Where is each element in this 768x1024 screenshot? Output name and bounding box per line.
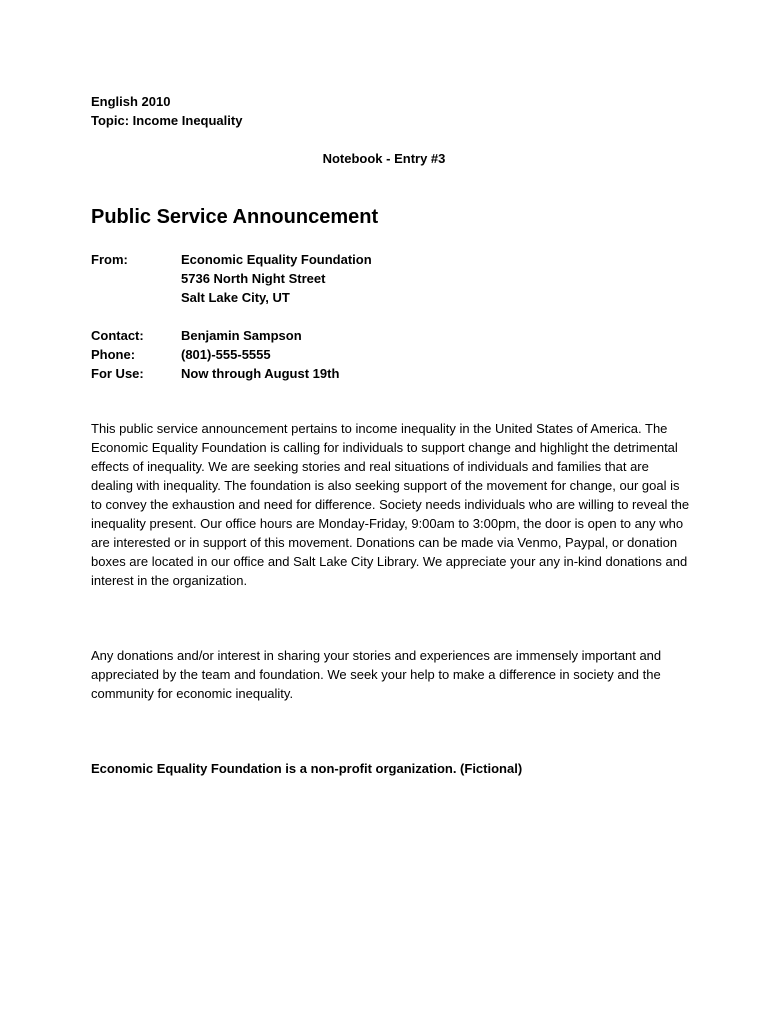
page-title: Public Service Announcement bbox=[91, 206, 379, 228]
contact-row bbox=[91, 326, 372, 345]
topic-line: Topic: Income Inequality bbox=[91, 113, 243, 128]
body-paragraph-2: Any donations and/or interest in sharing your stories and experiences are immensely important and appreciated by the team and foundation. We seek your help to make a difference in society and the community for economic inequality. bbox=[91, 648, 662, 701]
from-organization: Economic Equality Foundation bbox=[181, 252, 372, 267]
body-paragraph-1: This public service announcement pertains to income inequality in the United States of America. The Economic Equality Foundation is calling for individuals to support change and highlight the detrimental effects of inequality. We are seeking stories and real situations of individuals and families that are dealing with inequality. The foundation is also seeking support of the movement for change, our goal is to convey the exhaustion and need for difference. Society needs individuals who are willing to reveal the inequality present. Our office hours are Monday-Friday, 9:00am to 3:00pm, the door is open to any who are interested or in support of this movement. Donations can be made via Venmo, Paypal, or donation boxes are located in our office and Salt Lake City Library. We appreciate your any in-kind donations and interest in the organization. bbox=[91, 421, 690, 588]
for-use-row bbox=[91, 364, 372, 383]
from-row bbox=[91, 250, 372, 269]
course-name: English 2010 bbox=[91, 94, 171, 109]
for-use-dates: Now through August 19th bbox=[181, 366, 340, 381]
contact-label: Contact: bbox=[91, 328, 144, 343]
address-city: Salt Lake City, UT bbox=[181, 290, 290, 305]
contact-info-block bbox=[91, 250, 372, 383]
phone-row bbox=[91, 345, 372, 364]
address-street: 5736 North Night Street bbox=[181, 271, 326, 286]
phone-label: Phone: bbox=[91, 347, 136, 362]
from-label: From: bbox=[91, 252, 128, 267]
document-header bbox=[91, 92, 242, 130]
contact-name: Benjamin Sampson bbox=[181, 328, 302, 343]
nonprofit-disclaimer: Economic Equality Foundation is a non-profit organization. (Fictional) bbox=[91, 761, 523, 776]
for-use-label: For Use: bbox=[91, 366, 144, 381]
phone-number: (801)-555-5555 bbox=[181, 347, 271, 362]
address-street-row bbox=[91, 269, 372, 288]
address-city-row bbox=[91, 288, 372, 307]
notebook-entry-label: Notebook - Entry #3 bbox=[322, 151, 446, 166]
